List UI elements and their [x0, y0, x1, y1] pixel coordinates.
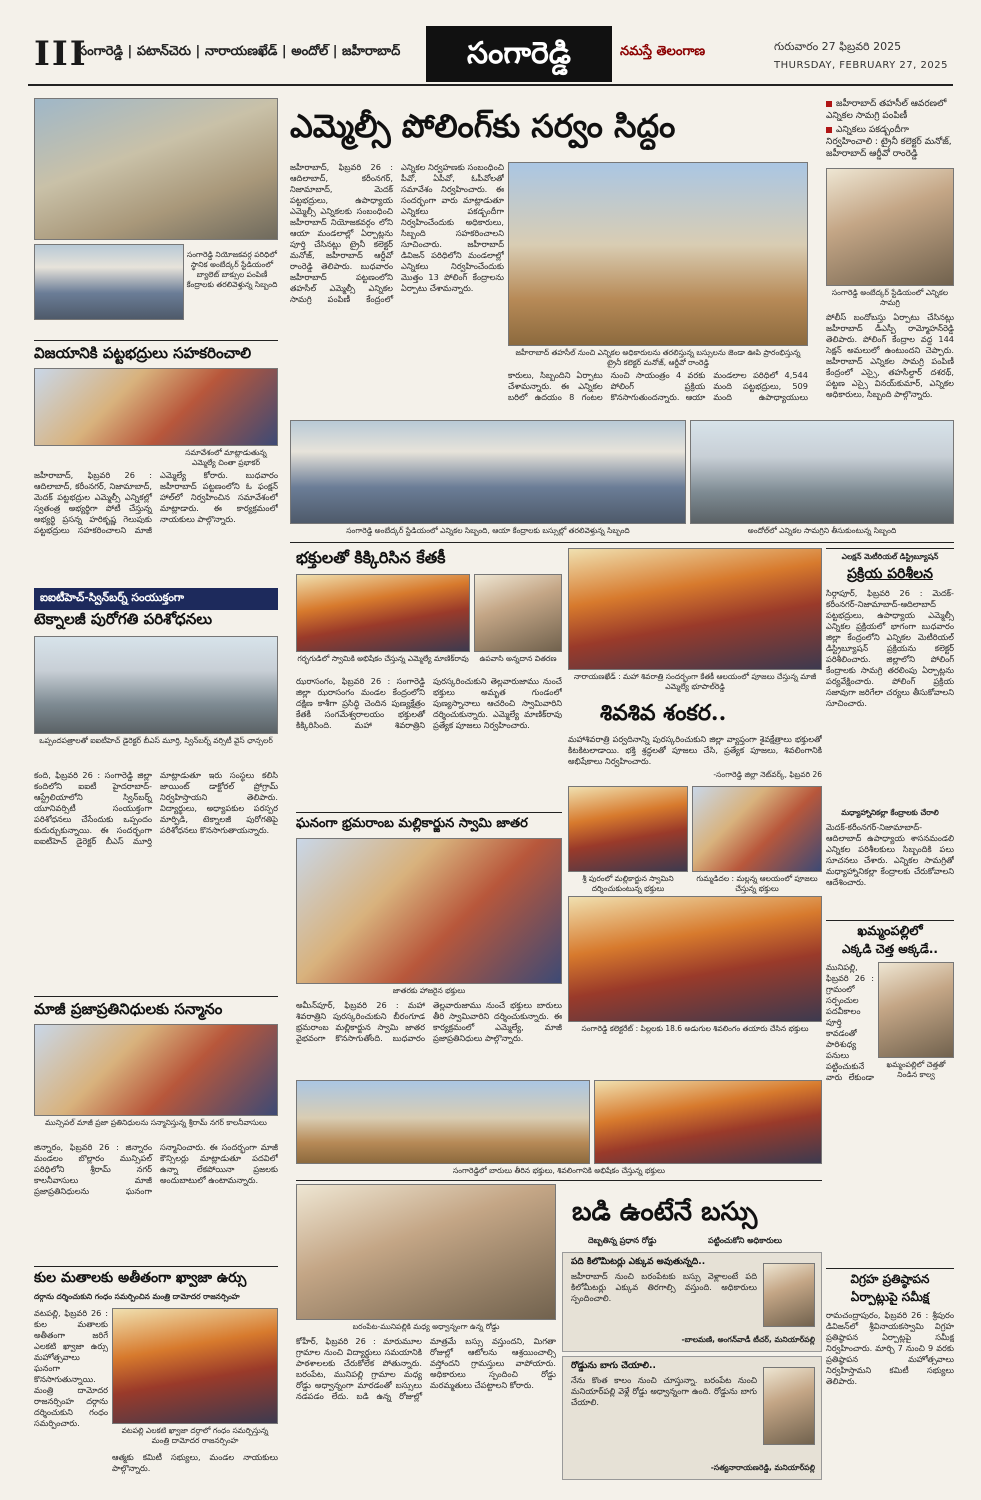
photo-damaged-road [296, 1184, 556, 1320]
divider [826, 548, 954, 549]
photo-meeting [34, 368, 278, 446]
jatara-headline: ఘనంగా భ్రమరాంబ మల్లికార్జున స్వామి జాతర [296, 816, 528, 831]
quote2-title: రోడ్డును బాగు చేయాలి.. [571, 1361, 656, 1371]
ketaki-caption-c: నారాయణఖేడ్ : మహా శివరాత్రి సందర్భంగా కేతకీ ఆలయంలో పూజలు చేస్తున్న మాజీ ఎమ్మెల్యే భూపాల్‌రెడ్డి [573, 672, 817, 691]
garbage-caption: ఖమ్మంపల్లిలో చెత్తతో నిండిన కాల్వ [886, 1060, 946, 1079]
quote-panel-1 [562, 1252, 822, 1352]
photo-abhishekam-bottom [594, 1080, 822, 1164]
quote1-body: జహీరాబాద్ నుంచి బరంపేటకు బస్సు వెళ్లాలంటే పది కిలోమీటర్లు ఎక్కువ తిరగాల్సి వస్తుంది. అధికారులు స్పందించాలి. [571, 1271, 757, 1303]
ketaki-headline: భక్తులతో కిక్కిరిసిన కేతకీ [296, 548, 446, 567]
shiva-body: మహాశివరాత్రి పర్వదినాన్ని పురస్కరించుకుని జిల్లా వ్యాప్తంగా శైవక్షేత్రాలు భక్తులతో కిటకిటలాడాయి. భక్తి శ్రద్ధలతో పూజలు చేసి, ప్రత్యేక పూజలు, శివలింగానికి అభిషేకాలు నిర్వహించారు. [568, 734, 822, 766]
photo-dargah [112, 1308, 278, 1424]
ketaki-caption-b: ఉపవాసి అన్నదాన వితరణ [479, 654, 557, 663]
bullet-text: ఎన్నికలు పకడ్బందీగా నిర్వహించాలి : ట్రైనీ కలెక్టర్ మనోజ్, జహీరాబాద్ ఆర్డీవో రాంరెడ్డి [826, 125, 952, 159]
photo-ballot-boxes [34, 98, 278, 240]
right-headline: ప్రక్రియ పరిశీలన [847, 566, 933, 582]
photo-jatara-crowd [296, 838, 562, 984]
divider [34, 1266, 278, 1267]
bus-headline: బడి ఉంటేనే బస్సు [572, 1197, 758, 1227]
jatara-bottom-caption: సంగారెడ్డిలో బారులు తీరిన భక్తులు, శివలింగానికి అభిషేకం చేస్తున్న భక్తులు [453, 1166, 665, 1175]
quote-panel-2 [562, 1356, 822, 1480]
quote2-credit: -సత్యనారాయణరెడ్డి, మనియార్‌పల్లి [710, 1463, 815, 1472]
photo-devotees-queue [296, 1080, 590, 1164]
right-kicker: ఎలక్షన్ మెటీరియల్ డిస్ట్రిబ్యూషన్ [841, 552, 939, 561]
right-body: పోలీస్ బందోబస్తు ఏర్పాటు చేసినట్లు జహీరాబాద్ డీఎస్పీ రామ్మోహన్‌రెడ్డి తెలిపారు. పోలింగ్ కేంద్రాల వద్ద 144 సెక్షన్ అమలులో ఉంటుందని చెప్పారు. జహీరాబాద్ ఎన్నికల సామగ్రి పంపిణీ కేంద్రంలో ఎస్సై, తహసీల్దార్ దశరథ్, పట్టణ ఎస్సై వినయ్‌కుమార్, ఎన్నికల అధికారులు, సిబ్బంది పాల్గొన్నారు. [826, 312, 954, 399]
photo-srikanth-temple [568, 786, 688, 872]
story4-body: వటపల్లి, ఫిబ్రవరి 26 : కుల మతాలకు అతీతంగా జరిగే ఎలకటి ఖ్వాజా ఉర్సు మహోత్సవాలు ఘనంగా కొనసాగుతున్నాయి. మంత్రి దామోదర రాజనర్సింహ దర్గాను దర్శించుకుని గంధం సమర్పించారు. [34, 1308, 108, 1428]
wide-caption-right: అందోల్‌లో ఎన్నికల సామగ్రిని తీసుకుంటున్న సిబ్బంది [747, 526, 897, 535]
ketaki-body: ఝరాసంగం, ఫిబ్రవరి 26 : సంగారెడ్డి జిల్లా ఝరాసంగం మండల కేంద్రంలోని దక్షిణ కాశీగా ప్రసిద్ధి చెందిన పుణ్యక్షేత్రం కేతకీ సంగమేశ్వరాలయం భక్తులతో కిక్కిరిసింది. మహా శివరాత్రిని పురస్కరించుకుని తెల్లవారుజాము నుంచే భక్తులు అమృత గుండంలో పుణ్యస్నానాలు ఆచరించి స్వామివారిని దర్శించుకున్నారు. ఎమ్మెల్యే మాణిక్‌రావు ప్రత్యేక పూజలు నిర్వహించారు. [296, 676, 562, 730]
story2-body: కంది, ఫిబ్రవరి 26 : సంగారెడ్డి జిల్లా కందిలోని ఐఐటీ హైదరాబాద్-ఆస్ట్రేలియాలోని స్విన్‌బర్న్ యూనివర్సిటీ సంయుక్తంగా పరిశోధనలు చేసేందుకు ఒప్పందం కుదుర్చుకున్నాయి. ఈ సందర్భంగా ఐఐటీహెచ్ డైరెక్టర్ బీఎస్ మూర్తి మాట్లాడుతూ ఇరు సంస్థలు కలిసి జాయింట్ డాక్టోరల్ ప్రోగ్రామ్ నిర్వహిస్తాయని తెలిపారు. విద్యార్థులు, అధ్యాపకుల పరస్పర మార్పిడి, టెక్నాలజీ పురోగతిపై పరిశోధనలు కొనసాగుతాయన్నారు. [34, 770, 278, 846]
bullet-icon [826, 101, 832, 107]
section-names: సంగారెడ్డి | పటాన్‌చెరు | నారాయణఖేడ్ | అందోల్ | జహీరాబాద్ [78, 44, 401, 59]
photo-shivalinga [568, 896, 822, 1022]
bus-photo-caption: బరంపేట-మునిపల్లికి మధ్య అధ్వాన్నంగా ఉన్న రోడ్డు [352, 1322, 500, 1331]
right-story-body: సిర్గాపూర్, ఫిబ్రవరి 26 : మెదక్-కరీంనగర్-నిజామాబాద్-ఆదిలాబాద్ పట్టభద్రులు, ఉపాధ్యాయ ఎమ్మెల్సీ ఎన్నికల ప్రక్రియలో భాగంగా బుధవారం జిల్లా కేంద్రంలోని ఎన్నికల మెటీరియల్ డిస్ట్రిబ్యూషన్ ప్రక్రియను కలెక్టర్ పరిశీలించారు. జిల్లాలోని పోలింగ్ కేంద్రాలకు సామగ్రి తరలింపు ఏర్పాట్లను పర్యవేక్షించారు. పోలింగ్ ప్రక్రియ సజావుగా జరిగేలా చర్యలు తీసుకోవాలని సూచించారు. [826, 588, 954, 708]
garbage-headline-2: ఎక్కడి చెత్త అక్కడే.. [842, 942, 938, 956]
story4-caption: వటపల్లి ఎలకటి ఖ్వాజా దర్గాలో గంధం సమర్పిస్తున్న మంత్రి దామోదర రాజనర్సింహ [121, 1426, 269, 1445]
quote1-title: పది కిలోమీటర్లు ఎక్కువ అవుతున్నది.. [571, 1257, 706, 1267]
shiva-caption-c: సంగారెడ్డి కలెక్టరేట్ : పిల్లలకు 18.6 అడుగుల శివలింగం తయారు చేసిన భక్తులు [581, 1024, 809, 1033]
quote2-body: నేను కొంత కాలం నుంచి చూస్తున్నా. బరంపేట నుంచి మనియార్‌పల్లి వెళ్లే రోడ్డు అధ్వాన్నంగా ఉంది. రోడ్డును బాగు చేయాలి. [571, 1375, 757, 1407]
caption-left-top: సంగారెడ్డి నియోజకవర్గ పరిధిలో స్థానిక అంబేద్కర్ స్టేడియంలో బ్యాలెట్ బాక్సుల పంపిణీ కేంద్రాలకు తరలివెళ్తున్న సిబ్బంది [186, 250, 278, 289]
bullet-text: జహీరాబాద్ తహసీల్ ఆవరణలో ఎన్నికల సామగ్రి పంపిణీ [826, 99, 947, 121]
garbage-headline-1: ఖమ్మంపల్లిలో [857, 924, 923, 939]
divider [826, 1268, 954, 1269]
photo-iith-mou [34, 636, 278, 734]
main-bullet-1 [826, 98, 954, 122]
masthead [28, 26, 953, 86]
newspaper-brand: నమస్తే తెలంగాణ [620, 44, 706, 59]
right-photo-caption: సంగారెడ్డి అంబేద్కర్ స్టేడియంలో ఎన్నికల సామగ్రి [831, 288, 949, 307]
jatara-body: అమీన్‌పూర్, ఫిబ్రవరి 26 : మహా శివరాత్రిని పురస్కరించుకుని బీరంగూడ భ్రమరాంబ మల్లికార్జున స్వామి జాతర వైభవంగా కొనసాగుతోంది. బుధవారం తెల్లవారుజాము నుంచే భక్తులు బారులు తీరి స్వామివారిని దర్శించుకున్నారు. ఈ కార్యక్రమంలో ఎమ్మెల్యే, మాజీ ప్రజాప్రతినిధులు పాల్గొన్నారు. [296, 1000, 562, 1043]
bus-sub-right: పట్టించుకోని అధికారులు [708, 1236, 783, 1245]
date-telugu: గురువారం 27 ఫిబ్రవరి 2025 [774, 40, 902, 53]
story3-body: జిన్నారం, ఫిబ్రవరి 26 : జిన్నారం మండలం బొల్లారం మున్సిపల్ పరిధిలోని శ్రీరామ్ నగర్ కాలనీవాసులు మాజీ ప్రజాప్రతినిధులను ఘనంగా సన్మానించారు. ఈ సందర్భంగా మాజీ కౌన్సిలర్లు మాట్లాడుతూ పదవిలో ఉన్నా లేకపోయినా ప్రజలకు అందుబాటులో ఉంటామన్నారు. [34, 1142, 278, 1196]
photo-buses [34, 244, 184, 320]
photo-gummadidala-temple [692, 786, 822, 872]
photo-flag-off-buses [508, 162, 808, 346]
divider [296, 1180, 822, 1181]
story3-headline: మాజీ ప్రజాప్రతినిధులకు సన్మానం [34, 1000, 223, 1018]
story2-headline: టెక్నాలజీ పురోగతి పరిశోధనలు [34, 610, 213, 628]
photo-annadanam [474, 574, 562, 652]
idol-headline-2: ఏర్పాట్లుపై సమీక్ష [850, 1290, 930, 1304]
photo-felicitation [34, 1024, 278, 1116]
jatara-caption: జాతరకు హాజరైన భక్తులు [392, 986, 466, 995]
story3-caption: మున్సిపల్ మాజీ ప్రజా ప్రతినిధులను సన్మానిస్తున్న శ్రీరామ్ నగర్ కాలనీవాసులు [45, 1118, 267, 1127]
divider [34, 340, 278, 341]
photo-anthole-material [690, 420, 954, 524]
quote1-credit: -బాలమణి, అంగన్‌వాడీ టీచర్, మనియార్‌పల్లి [681, 1335, 815, 1344]
wide-caption-left: సంగారెడ్డి అంబేద్కర్ స్టేడియంలో ఎన్నికల సిబ్బంది, ఆయా కేంద్రాలకు బస్సుల్లో తరలివెళ్తున్న సిబ్బంది [346, 526, 630, 535]
photo-abhishekam [296, 574, 470, 652]
story1-caption: సమావేశంలో మాట్లాడుతున్న ఎమ్మెల్యే చింతా ప్రభాకర్ [185, 448, 267, 467]
bullet-icon [826, 127, 832, 133]
story4-tail: ఆత్మకు కమిటీ సభ్యులు, మండల నాయకులు పాల్గొన్నారు. [112, 1452, 278, 1473]
divider [290, 542, 954, 543]
divider [826, 920, 954, 921]
bus-body: కోహీర్, ఫిబ్రవరి 26 : మారుమూల గ్రామాల నుంచి విద్యార్థులు సమయానికి పాఠశాలలకు చేరుకోలేక పోతున్నారు. బరంపేట, మునిపల్లి గ్రామాల మధ్య రోడ్డు అధ్వాన్నంగా మారడంతో బస్సులు నడపడం లేదు. బడి ఉన్న రోజుల్లో మాత్రమే బస్సు వస్తుందని, మిగతా రోజుల్లో ఆటోలను ఆశ్రయించాల్సి వస్తోందని గ్రామస్తులు వాపోయారు. అధికారులు స్పందించి రోడ్డు మరమ్మతులు చేపట్టాలని కోరారు. [296, 1336, 556, 1401]
garbage-body: మునిపల్లి, ఫిబ్రవరి 26 : గ్రామంలో సర్పంచుల పదవీకాలం పూర్తి కావడంతో పారిశుధ్య పనులు పట్టించుకునే వారు లేకుండా [826, 962, 874, 1082]
idol-body: రామచంద్రాపురం, ఫిబ్రవరి 26 : శ్రీపురం డివిజన్‌లో శ్రీవినాయకస్వామి విగ్రహ ప్రతిష్ఠాపన ఏర్పాట్లపై సమీక్ష నిర్వహించారు. మార్చి 7 నుంచి 9 వరకు ప్రతిష్ఠాపన మహోత్సవాలు నిర్వహిస్తామని కమిటీ సభ్యులు తెలిపారు. [826, 1310, 954, 1386]
story4-kicker: దర్గాను దర్శించుకుని గంధం సమర్పించిన మంత్రి దామోదర రాజనర్సింహ [34, 1292, 240, 1301]
page-number: III [34, 34, 88, 74]
ketaki-caption-a: గర్భగుడిలో స్వామికి అభిషేకం చేస్తున్న ఎమ్మెల్యే మాణిక్‌రావు [297, 654, 469, 663]
story2-kicker: ఐఐటీహెచ్-స్విన్‌బర్న్ సంయుక్తంగా [34, 588, 278, 610]
idol-headline-1: విగ్రహ ప్రతిష్ఠాపన [850, 1272, 930, 1286]
shiva-caption-a: శ్రీ పురంలో మల్లికార్జున స్వామిని దర్శించుకుంటున్న భక్తులు [582, 874, 674, 893]
divider [34, 996, 278, 997]
right-story-body-2: మెదక్-కరీంనగర్-నిజామాబాద్-ఆదిలాబాద్ ఉపాధ్యాయ శాసనమండలి ఎన్నికల పరిశీలకులు సిబ్బందికి పలు సూచనలు చేశారు. ఎన్నికల సామగ్రితో మధ్యాహ్నానికల్లా కేంద్రాలకు చేరుకోవాలని ఆదేశించారు. [826, 822, 954, 887]
story1-body: జహీరాబాద్, ఫిబ్రవరి 26 : ఆదిలాబాద్, కరీంనగర్, నిజామాబాద్, మెదక్ పట్టభద్రుల ఎమ్మెల్సీ ఎన్నికల్లో స్వతంత్ర అభ్యర్థిగా పోటీ చేస్తున్న అభ్యర్థి ప్రసన్న హరికృష్ణ గెలుపుకు పట్టభద్రులు సహకరించాలని మాజీ ఎమ్మెల్యే కోరారు. బుధవారం జహీరాబాద్ పట్టణంలోని ఓ ఫంక్షన్ హాల్‌లో నిర్వహించిన సమావేశంలో మాట్లాడారు. ఈ కార్యక్రమంలో నాయకులు పాల్గొన్నారు. [34, 470, 278, 535]
photo-garbage-drain [878, 962, 954, 1058]
bus-sub-left: దెబ్బతిన్న ప్రధాన రోడ్డు [588, 1236, 657, 1245]
photo-ketaki-pooja [568, 548, 822, 670]
date-english: THURSDAY, FEBRUARY 27, 2025 [774, 60, 948, 71]
main-body-mid: కారులు, సిబ్బందిని ఏర్పాటు చేశామన్నారు. ఈ ఎన్నికల బరిలో ఉదయం 8 గంటల నుంచి సాయంత్రం 4 వరకు పోలింగ్ ప్రక్రియ కొనసాగుతుందన్నారు. ఆయా మండలాల పరిధిలో 4,544 మంది పట్టభద్రులు, 509 మంది ఉపాధ్యాయులు [508, 370, 808, 402]
shiva-caption-b: గుమ్మడిదల : మల్లన్న ఆలయంలో పూజలు చేస్తున్న భక్తులు [696, 874, 818, 893]
photo-balamani [763, 1263, 815, 1327]
shiva-headline: శివశివ శంకర.. [600, 700, 727, 726]
story2-caption: ఒప్పందపత్రాలతో ఐఐటీహెచ్ డైరెక్టర్ బీఎస్ మూర్తి, స్విన్‌బర్న్ వర్సిటీ వైస్ ఛాన్సలర్ [39, 736, 273, 745]
story4-headline: కుల మతాలకు అతీతంగా ఖ్వాజా ఉర్సు [34, 1270, 247, 1286]
shiva-credit: -సంగారెడ్డి జిల్లా నెట్‌వర్క్, ఫిబ్రవరి 26 [713, 770, 822, 779]
right-sub: మధ్యాహ్నానికల్లా కేంద్రాలకు చేరాలి [841, 808, 939, 817]
divider [296, 812, 562, 813]
main-headline: ఎమ్మెల్సీ పోలింగ్‌కు సర్వం సిద్ధం [290, 107, 676, 145]
photo-stadium-staff [826, 168, 954, 286]
photo-satyanarayana [763, 1367, 815, 1445]
main-photo-caption: జహీరాబాద్ తహసీల్ నుంచి ఎన్నికల అధికారులను తరలిస్తున్న బస్సులను జెండా ఊపి ప్రారంభిస్తున్న ట్రైనీ కలెక్టర్ మనోజ్, ఆర్డీవో రాంరెడ్డి [515, 348, 801, 367]
main-body-left: జహీరాబాద్, ఫిబ్రవరి 26 : ఆదిలాబాద్, కరీంనగర్, నిజామాబాద్, మెదక్ పట్టభద్రులు, ఉపాధ్యాయ ఎమ్మెల్సీ ఎన్నికలకు సంబంధించి జహీరాబాద్ నియోజకవర్గం లోని ఆయా మండలాల్లో ఏర్పాట్లను పూర్తి చేసినట్లు ట్రైనీ కలెక్టర్ మనోజ్, జహీరాబాద్ ఆర్డీవో రాంరెడ్డి తెలిపారు. బుధవారం జహీరాబాద్ పట్టణంలోని తహసీల్ ఎమ్మెల్సీ ఎన్నికల సామగ్రి పంపిణీ కేంద్రంలో ఎన్నికల నిర్వహణకు సంబంధించి పీవో, ఏపీవో, ఓపీవోలతో సమావేశం నిర్వహించారు. ఈ సందర్భంగా వారు మాట్లాడుతూ ఎన్నికలు పకడ్బందీగా నిర్వహించేందుకు అధికారులు, సిబ్బంది సహకరించాలని సూచించారు. జహీరాబాద్ డివిజన్ పరిధిలోని మండలాల్లో ఎన్నికలు నిర్వహించేందుకు మొత్తం 13 పోలింగ్ కేంద్రాలను ఏర్పాటు చేశామన్నారు. [290, 162, 504, 304]
main-bullet-2 [826, 124, 954, 172]
story1-headline: విజయానికి పట్టభద్రులు సహకరించాలి [34, 344, 252, 362]
edition-title: సంగారెడ్డి [426, 26, 612, 82]
photo-wide-polling-staff [290, 420, 686, 524]
